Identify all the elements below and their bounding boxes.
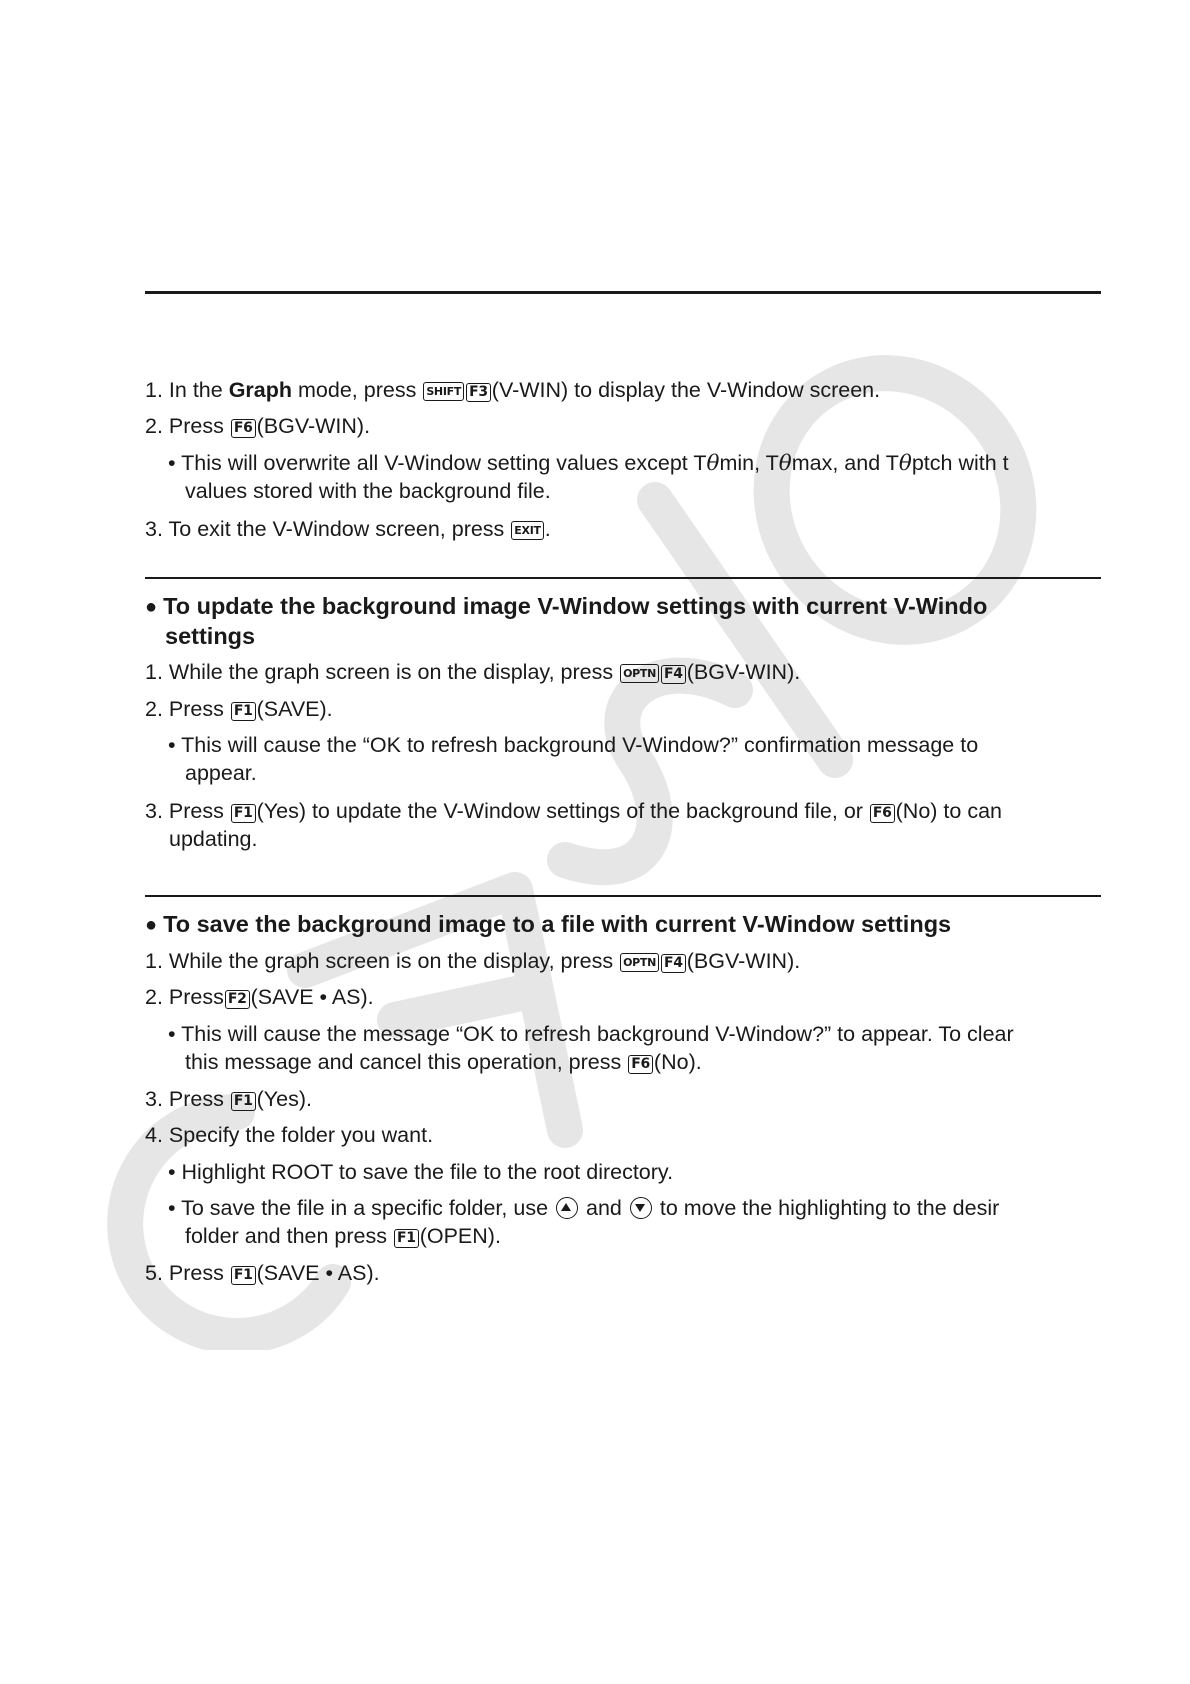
section2-step2: 2. Press F1 (SAVE). xyxy=(145,697,333,721)
section1-bullet1-cont: values stored with the background file. xyxy=(185,479,551,503)
f1-key-icon: F1 xyxy=(231,804,256,823)
section3-step1: 1. While the graph screen is on the display, press OPTN F4 (BGV-WIN). xyxy=(145,949,801,973)
f6-key-icon: F6 xyxy=(870,804,895,823)
section3-bullet3-cont: folder and then press F1 (OPEN). xyxy=(185,1224,501,1248)
section1-step1: 1. In the Graph mode, press SHIFT F3 (V-WIN) to display the V-Window screen. xyxy=(145,378,881,402)
optn-key-icon: OPTN xyxy=(620,664,659,683)
section-divider xyxy=(145,895,1101,897)
section2-step3-cont: updating. xyxy=(169,827,258,851)
section3-step5: 5. Press F1 (SAVE • AS). xyxy=(145,1261,380,1285)
f6-key-icon: F6 xyxy=(628,1055,653,1074)
section2-bullet1-cont: appear. xyxy=(185,761,257,785)
f4-key-icon: F4 xyxy=(661,954,686,973)
section3-bullet1: • This will cause the message “OK to refresh background V-Window?” to appear. To clear xyxy=(168,1022,1014,1046)
section3-step3: 3. Press F1 (Yes). xyxy=(145,1087,312,1111)
section3-step4: 4. Specify the folder you want. xyxy=(145,1123,434,1147)
f1-key-icon: F1 xyxy=(231,702,256,721)
section2-heading: ● To update the background image V-Window settings with current V-Windo xyxy=(145,593,988,619)
f4-key-icon: F4 xyxy=(661,665,686,684)
shift-key-icon: SHIFT xyxy=(423,382,464,401)
section3-bullet2: • Highlight ROOT to save the file to the root directory. xyxy=(168,1160,674,1184)
section1-step2: 2. Press F6 (BGV-WIN). xyxy=(145,414,371,438)
f1-key-icon: F1 xyxy=(231,1266,256,1285)
f2-key-icon: F2 xyxy=(225,990,250,1009)
section2-heading-cont: settings xyxy=(165,623,256,649)
section3-bullet1-cont: this message and cancel this operation, press F6 (No). xyxy=(185,1050,702,1074)
up-arrow-key-icon xyxy=(556,1197,578,1219)
down-arrow-key-icon xyxy=(630,1197,652,1219)
section2-bullet1: • This will cause the “OK to refresh background V-Window?” confirmation message to xyxy=(168,733,979,757)
f1-key-icon: F1 xyxy=(231,1092,256,1111)
section3-bullet3: • To save the file in a specific folder, use and to move the highlighting to the desir xyxy=(168,1196,1000,1220)
section3-heading: ● To save the background image to a file with current V-Window settings xyxy=(145,911,952,937)
exit-key-icon: EXIT xyxy=(511,521,543,540)
optn-key-icon: OPTN xyxy=(620,953,659,972)
section3-step2: 2. Press F2 (SAVE • AS). xyxy=(145,985,374,1009)
section-divider xyxy=(145,291,1101,294)
f6-key-icon: F6 xyxy=(231,419,256,438)
f3-key-icon: F3 xyxy=(466,383,491,402)
section2-step1: 1. While the graph screen is on the display, press OPTN F4 (BGV-WIN). xyxy=(145,660,801,684)
section1-bullet1: • This will overwrite all V-Window setting values except Tθmin, Tθmax, and Tθptch with t xyxy=(168,451,1009,476)
section1-step3: 3. To exit the V-Window screen, press EXIT . xyxy=(145,517,551,541)
section2-step3: 3. Press F1 (Yes) to update the V-Window settings of the background file, or F6 (No) to can xyxy=(145,799,1002,823)
section-divider xyxy=(145,577,1101,579)
f1-key-icon: F1 xyxy=(394,1229,419,1248)
